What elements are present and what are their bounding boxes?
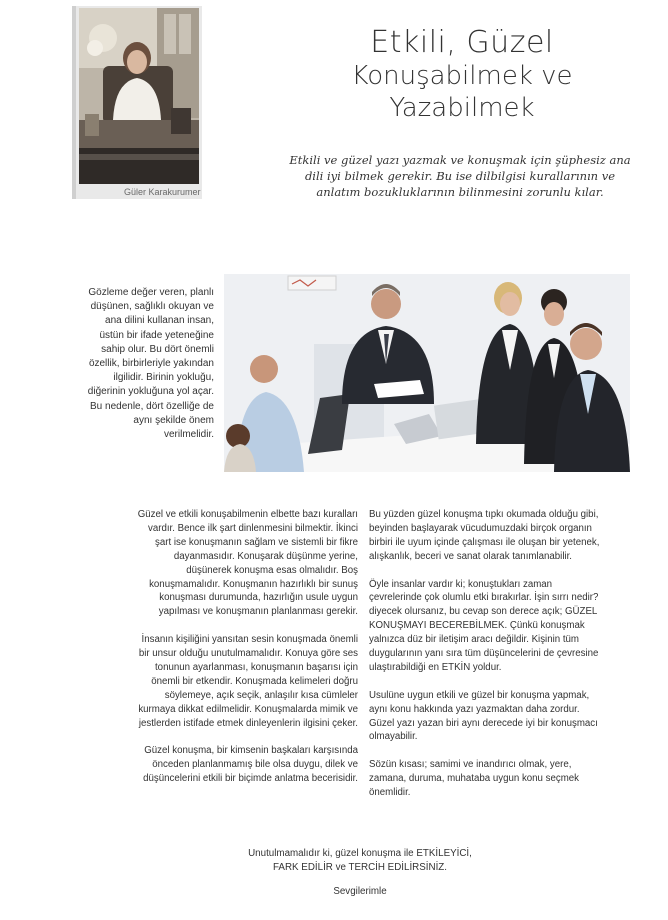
left-paragraph-2: İnsanın kişiliğini yansıtan sesin konuşmada önemli bir unsur olduğu unutulmamalıdır. Konuya göre ses tonunun ayarlanması, konuşmanın başarısı için önemli bir etkendir. Konuşmada kelimeleri doğru söylemeye, açık seçik, anlaşılır kısa cümleler kurmaya dikkat edilmelidir. Konuşmalarda mimik ve jestlerden istifade etmek dinleyenlerin ilgisini çeker.	[138, 634, 358, 729]
meeting-photo	[224, 274, 630, 472]
closing-statement	[180, 847, 540, 875]
author-portrait-image	[79, 8, 199, 184]
title-line-1: Etkili, Güzel	[370, 25, 554, 60]
right-paragraph-2: Öyle insanlar vardır ki; konuştukları zaman çevrelerinde çok olumlu etki bırakırlar. İşin sırrı nedir? diyecek olursanız, bu cevap son derece açık; GÜZEL KONUŞMAYI BECEREBİLMEK. Çünkü konuşmak yalnızca düz bir iletişim aracı değildir. Kişinin tüm duygularının yanı sıra tüm düşüncelerini de çevresine ulaştırabildiği en ETKİN yoldur.	[369, 578, 599, 673]
left-column	[136, 508, 358, 800]
business-meeting-image	[224, 274, 630, 472]
right-paragraph-1: Bu yüzden güzel konuşma tıpkı okumada olduğu gibi, beyinden başlayarak vücudumuzdaki birçok organın birbiri ile uyum içinde çalışması ile oluşan bir yetenek, alışkanlık, beceri ve sanat olarak tanımlanabilir.	[369, 509, 600, 562]
side-paragraph: Gözleme değer veren, planlı düşünen, sağlıklı okuyan ve ana dilini kullanan insan, üstün bir ifade yeteneğine sahip olur. Bu dört önemli özellik, birbirleriyle yakından ilgilidir. Birinin yokluğu, diğerinin yokluğuna yol açar. Bu nedenle, dört özelliğe de aynı şekilde önem verilmelidir.	[87, 287, 214, 441]
intro-paragraph: Etkili ve güzel yazı yazmak ve konuşmak için şüphesiz ana dili iyi bilmek gerekir. Bu ise dilbilgisi kurallarının ve anlatım bozukluklarının bilinmesini zorunlu kılar.	[289, 153, 631, 199]
closing-line-2: FARK EDİLİR ve TERCİH EDİLİRSİNİZ.	[272, 862, 448, 873]
right-paragraph-4: Sözün kısası; samimi ve inandırıcı olmak, yere, zamana, duruma, muhataba uygun konu seçmek önemlidir.	[369, 759, 580, 799]
title-line-2: Konuşabilmek ve	[351, 61, 573, 91]
author-photo	[72, 6, 202, 199]
author-name: Güler Karakurumer	[124, 187, 201, 197]
article-title	[320, 26, 604, 124]
closing-line-1: Unutulmamalıdır ki, güzel konuşma ile ETKİLEYİCİ,	[248, 848, 472, 859]
right-column	[369, 508, 601, 814]
title-line-3: Yazabilmek	[389, 93, 535, 123]
right-paragraph-3: Usulüne uygun etkili ve güzel bir konuşma yapmak, aynı konu hakkında yazı yazmaktan daha zordur. Güzel yazı yazan biri aynı derecede iyi bir konuşmacı olmayabilir.	[369, 689, 598, 743]
left-paragraph-1: Güzel ve etkili konuşabilmenin elbette bazı kuralları vardır. Bence ilk şart dinlenmesini bilmektir. İkinci şart ise konuşmanın sağlam ve sistemli bir fikre dayanmasıdır. Konuşarak düşünme yerine, düşünerek konuşma esas olmalıdır. Boş konuşmamalıdır. Konuşmanın hazırlıklı bir sunuş konuşması durumunda, hazırlığın usule uygun yapılması ve konuşmanın planlanması gerekir.	[137, 509, 358, 618]
left-paragraph-3: Güzel konuşma, bir kimsenin başkaları karşısında önceden planlanmamış bile olsa duygu, dilek ve düşüncelerini etkili bir biçimde anlatma becerisidir.	[143, 745, 358, 785]
signoff: Sevgilerimle	[333, 886, 387, 897]
